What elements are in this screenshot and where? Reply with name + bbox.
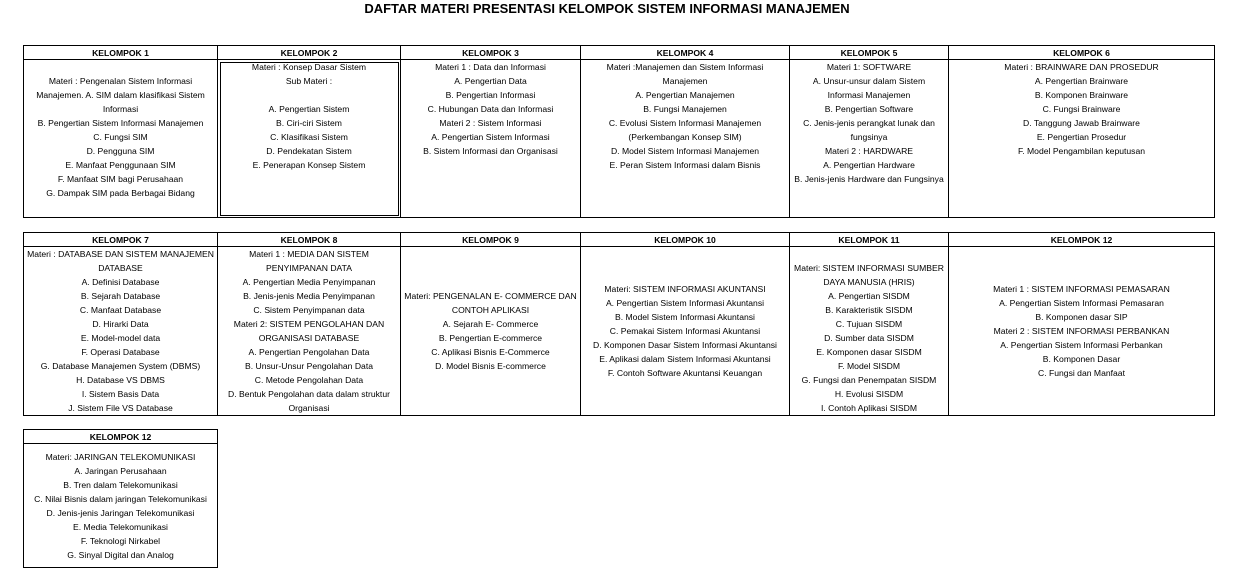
topic-line: C. Manfaat Database: [79, 305, 162, 315]
topic-line: D. Pengguna SIM: [86, 146, 155, 156]
page-title: DAFTAR MATERI PRESENTASI KELOMPOK SISTEM INFORMASI MANAJEMEN: [364, 1, 850, 16]
topic-line: H. Database VS DBMS: [76, 375, 165, 385]
group-cell-selected[interactable]: [218, 60, 401, 218]
topic-line: D. Pendekatan Sistem: [266, 146, 352, 156]
topic-line: [26, 60, 215, 74]
topic-line: B. Ciri-ciri Sistem: [276, 118, 342, 128]
topic-line: F. Operasi Database: [81, 347, 160, 357]
topic-line: G. Dampak SIM pada Berbagai Bidang: [46, 188, 195, 198]
topic-line: Materi 1: SOFTWARE: [826, 62, 912, 72]
topic-line: H. Evolusi SISDM: [834, 389, 904, 399]
topic-line: E. Pengertian Prosedur: [1036, 132, 1127, 142]
topic-line: B. Jenis-jenis Hardware dan Fungsinya: [794, 174, 944, 184]
topic-line: B. Komponen Dasar: [1042, 354, 1121, 364]
group-header: KELOMPOK 5: [790, 46, 949, 60]
topic-line: DATABASE: [98, 263, 143, 273]
topic-line: CONTOH APLIKASI: [451, 305, 530, 315]
topic-line: [220, 88, 398, 102]
topic-line: B. Pengertian Software: [824, 104, 914, 114]
group-header: KELOMPOK 4: [581, 46, 790, 60]
topic-line: B. Pengertian Informasi: [445, 90, 536, 100]
topic-line: D. Model Sistem Informasi Manajemen: [610, 146, 760, 156]
group-header: KELOMPOK 6: [949, 46, 1215, 60]
topic-line: DAYA MANUSIA (HRIS): [823, 277, 915, 287]
topic-line: B. Pengertian Sistem Informasi Manajemen: [37, 118, 204, 128]
topic-line: F. Teknologi Nirkabel: [80, 535, 161, 546]
topic-line: D. Tanggung Jawab Brainware: [1023, 118, 1140, 128]
topic-line: A. Pengertian Sistem Informasi Pemasaran: [999, 298, 1164, 308]
topic-line: Materi 2 : SISTEM INFORMASI PERBANKAN: [993, 326, 1170, 336]
topic-line: E. Media Telekomunikasi: [73, 521, 168, 532]
topic-line: C. Fungsi dan Manfaat: [1038, 368, 1125, 378]
topic-line: I. Sistem Basis Data: [81, 389, 160, 399]
topic-line: D. Sumber data SISDM: [824, 333, 914, 343]
topic-line: C. Metode Pengolahan Data: [254, 375, 364, 385]
topic-line: I. Contoh Aplikasi SISDM: [820, 403, 917, 413]
topic-line: Materi: SISTEM INFORMASI AKUNTANSI: [604, 284, 766, 294]
topic-line: Materi : Pengenalan Sistem Informasi: [48, 76, 193, 86]
group-header: KELOMPOK 12: [24, 430, 218, 444]
topic-line: Sub Materi :: [285, 76, 333, 86]
topic-line: C. Nilai Bisnis dalam jaringan Telekomunikasi: [34, 493, 207, 504]
topic-line: B. Komponen dasar SIP: [1035, 312, 1128, 322]
group-header: KELOMPOK 2: [218, 46, 401, 60]
group-cell[interactable]: [949, 247, 1215, 416]
topic-line: C. Klasifikasi Sistem: [270, 132, 348, 142]
group-cell[interactable]: [218, 247, 401, 416]
group-header: KELOMPOK 1: [24, 46, 218, 60]
topic-line: B. Sejarah Database: [80, 291, 161, 301]
topic-line: C. Jenis-jenis perangkat lunak dan: [803, 118, 935, 128]
topic-line: F. Contoh Software Akuntansi Keuangan: [607, 368, 763, 378]
topic-line: Materi : Konsep Dasar Sistem: [251, 62, 367, 72]
topic-line: B. Karakteristik SISDM: [825, 305, 913, 315]
topic-line: E. Peran Sistem Informasi dalam Bisnis: [609, 160, 761, 170]
group-header: KELOMPOK 3: [401, 46, 581, 60]
topic-line: Materi 2 : HARDWARE: [824, 146, 914, 156]
topic-line: D. Bentuk Pengolahan data dalam struktur: [228, 389, 390, 399]
topic-line: D. Komponen Dasar Sistem Informasi Akuntansi: [593, 340, 777, 350]
group-header: KELOMPOK 10: [581, 233, 790, 247]
topic-line: C. Fungsi SIM: [93, 132, 148, 142]
topic-line: Materi : DATABASE DAN SISTEM MANAJEMEN: [27, 249, 214, 259]
topic-line: Materi 2 : Sistem Informasi: [439, 118, 542, 128]
table-row-3: [23, 429, 218, 568]
group-cell[interactable]: [790, 60, 949, 218]
topic-line: E. Model-model data: [80, 333, 161, 343]
topic-line: PENYIMPANAN DATA: [266, 263, 352, 273]
topic-line: A. Pengertian Manajemen: [635, 90, 735, 100]
topic-line: A. Pengertian Sistem Informasi Akuntansi: [605, 298, 765, 308]
topic-line: G. Database Manajemen System (DBMS): [40, 361, 201, 371]
topic-line: A. Jaringan Perusahaan: [74, 465, 167, 476]
topic-line: C. Tujuan SISDM: [835, 319, 903, 329]
topic-line: E. Aplikasi dalam Sistem Informasi Akuntansi: [599, 354, 771, 364]
topic-line: Materi 1 : Data dan Informasi: [435, 62, 546, 72]
topic-line: A. Pengertian Sistem Informasi: [431, 132, 550, 142]
group-header: KELOMPOK 7: [24, 233, 218, 247]
topic-line: J. Sistem File VS Database: [68, 403, 173, 413]
group-cell[interactable]: [24, 247, 218, 416]
topic-line: Manajemen: [662, 76, 708, 86]
topic-line: Materi: PENGENALAN E- COMMERCE DAN: [404, 291, 577, 301]
topic-line: A. Pengertian Hardware: [823, 160, 915, 170]
topic-line: fungsinya: [850, 132, 888, 142]
topic-line: G. Fungsi dan Penempatan SISDM: [801, 375, 937, 385]
topic-line: E. Penerapan Konsep Sistem: [252, 160, 366, 170]
topic-line: A. Pengertian Sistem Informasi Perbankan: [1000, 340, 1163, 350]
topic-line: G. Sinyal Digital dan Analog: [67, 549, 174, 560]
topic-line: A. Unsur-unsur dalam Sistem: [812, 76, 926, 86]
topic-line: B. Komponen Brainware: [1034, 90, 1129, 100]
group-cell[interactable]: [949, 60, 1215, 218]
topic-line: C. Sistem Penyimpanan data: [253, 305, 365, 315]
topic-line: A. Definisi Database: [81, 277, 160, 287]
topic-line: Materi :Manajemen dan Sistem Informasi: [606, 62, 764, 72]
group-cell[interactable]: [24, 60, 218, 218]
topic-line: A. Pengertian Sistem: [268, 104, 350, 114]
topic-line: Materi 2: SISTEM PENGOLAHAN DAN: [233, 319, 385, 329]
topic-line: Materi: JARINGAN TELEKOMUNIKASI: [45, 451, 196, 462]
topic-line: C. Pemakai Sistem Informasi Akuntansi: [609, 326, 761, 336]
topic-line: B. Pengertian E-commerce: [438, 333, 543, 343]
topic-line: (Perkembangan Konsep SIM): [628, 132, 742, 142]
topic-line: Manajemen. A. SIM dalam klasifikasi Sistem: [36, 90, 205, 100]
topic-line: F. Model SISDM: [837, 361, 901, 371]
topic-line: C. Fungsi Brainware: [1042, 104, 1121, 114]
topic-line: Informasi Manajemen: [827, 90, 911, 100]
table-row-2: [23, 232, 1215, 416]
group-header: KELOMPOK 9: [401, 233, 581, 247]
topic-line: B. Sistem Informasi dan Organisasi: [423, 146, 558, 156]
group-cell[interactable]: [24, 444, 218, 568]
topic-line: A. Pengertian SISDM: [828, 291, 910, 301]
topic-line: A. Sejarah E- Commerce: [442, 319, 539, 329]
group-header: KELOMPOK 8: [218, 233, 401, 247]
topic-line: Materi 1 : SISTEM INFORMASI PEMASARAN: [993, 284, 1170, 294]
topic-line: B. Tren dalam Telekomunikasi: [63, 479, 178, 490]
topic-line: D. Hirarki Data: [92, 319, 149, 329]
group-cell[interactable]: [790, 247, 949, 416]
topic-line: B. Fungsi Manajemen: [643, 104, 727, 114]
table-row-1: [23, 45, 1215, 218]
topic-line: F. Model Pengambilan keputusan: [1017, 146, 1146, 156]
topic-line: C. Hubungan Data dan Informasi: [427, 104, 554, 114]
group-cell[interactable]: [401, 60, 581, 218]
group-cell[interactable]: [581, 247, 790, 416]
topic-line: D. Model Bisnis E-commerce: [435, 361, 546, 371]
topic-line: B. Unsur-Unsur Pengolahan Data: [244, 361, 374, 371]
topic-line: A. Pengertian Brainware: [1034, 76, 1129, 86]
topic-line: B. Model Sistem Informasi Akuntansi: [615, 312, 755, 322]
topic-line: C. Evolusi Sistem Informasi Manajemen: [608, 118, 762, 128]
group-header: KELOMPOK 12: [949, 233, 1215, 247]
topic-line: Materi: SISTEM INFORMASI SUMBER: [794, 263, 944, 273]
group-cell[interactable]: [581, 60, 790, 218]
topic-line: D. Jenis-jenis Jaringan Telekomunikasi: [46, 507, 195, 518]
topic-line: E. Komponen dasar SISDM: [816, 347, 922, 357]
topic-line: Organisasi: [288, 403, 330, 413]
topic-line: A. Pengertian Data: [454, 76, 527, 86]
topic-line: Informasi: [102, 104, 139, 114]
topic-line: A. Pengertian Media Penyimpanan: [242, 277, 376, 287]
topic-line: Materi 1 : MEDIA DAN SISTEM: [249, 249, 369, 259]
topic-line: Materi : BRAINWARE DAN PROSEDUR: [1004, 62, 1159, 72]
topic-line: E. Manfaat Penggunaan SIM: [65, 160, 176, 170]
group-header: KELOMPOK 11: [790, 233, 949, 247]
topic-line: C. Aplikasi Bisnis E-Commerce: [431, 347, 550, 357]
topic-line: A. Pengertian Pengolahan Data: [248, 347, 370, 357]
topic-line: ORGANISASI DATABASE: [258, 333, 360, 343]
topic-line: F. Manfaat SIM bagi Perusahaan: [57, 174, 184, 184]
topic-line: B. Jenis-jenis Media Penyimpanan: [243, 291, 375, 301]
group-cell[interactable]: [401, 247, 581, 416]
